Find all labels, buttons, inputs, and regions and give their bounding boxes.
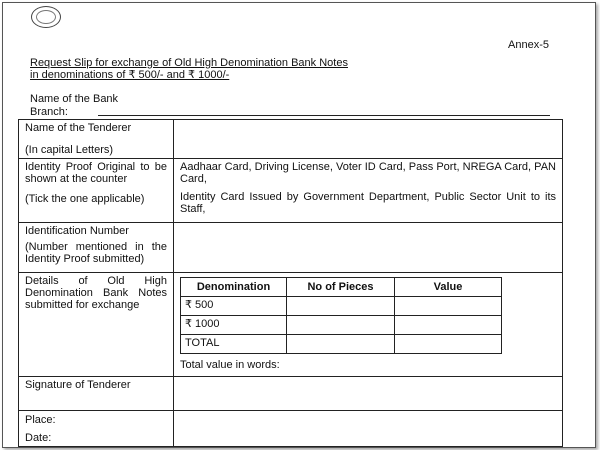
table-row: [19, 377, 563, 411]
denomination-header-row: [181, 278, 502, 297]
denomination-table: [180, 277, 502, 354]
denomination-header: Denomination: [181, 278, 287, 297]
pieces-header: No of Pieces: [287, 278, 395, 297]
place-label: Place:: [25, 414, 56, 426]
branch-label: Branch:: [30, 106, 68, 118]
id-number-field[interactable]: [174, 223, 563, 273]
value-500-field[interactable]: [395, 297, 502, 316]
identity-label-cell: [19, 159, 174, 223]
tenderer-name-sub: (In capital Letters): [25, 144, 114, 156]
signature-label: Signature of Tenderer: [19, 377, 174, 411]
bank-name-label: Name of the Bank: [30, 93, 119, 105]
value-header: Value: [395, 278, 502, 297]
pieces-total-field[interactable]: [287, 335, 395, 354]
tenderer-name-label: Name of the Tenderer: [25, 122, 132, 134]
total-words-label: Total value in words:: [180, 359, 280, 371]
details-label: Details of Old High Denomination Bank Notes submitted for exchange: [25, 275, 167, 311]
form-title: [30, 57, 348, 81]
table-row: [181, 335, 502, 354]
value-total-field[interactable]: [395, 335, 502, 354]
table-row: [181, 297, 502, 316]
id-number-label: Identification Number: [25, 225, 129, 237]
details-cell: [174, 273, 563, 377]
branch-input-line[interactable]: [98, 115, 550, 116]
table-row: [19, 273, 563, 377]
table-row: [19, 223, 563, 273]
identity-sub: (Tick the one applicable): [25, 193, 145, 205]
date-label: Date:: [25, 432, 52, 444]
request-form-table: [18, 119, 563, 447]
annex-label: Annex-5: [508, 39, 549, 51]
identity-options-1: Aadhaar Card, Driving License, Voter ID Card, Pass Port, NREGA Card, PAN Card,: [180, 161, 556, 185]
form-title-line2: in denominations of ₹ 500/- and ₹ 1000/-: [30, 69, 230, 81]
identity-options-2: Identity Card Issued by Government Department, Public Sector Unit to its Staff,: [180, 191, 556, 215]
details-label-cell: [19, 273, 174, 377]
pieces-1000-field[interactable]: [287, 316, 395, 335]
table-row: [19, 411, 563, 447]
denomination-500: ₹ 500: [181, 297, 287, 316]
tenderer-name-label-cell: [19, 120, 174, 159]
tenderer-name-field[interactable]: [174, 120, 563, 159]
denomination-1000: ₹ 1000: [181, 316, 287, 335]
signature-field[interactable]: [174, 377, 563, 411]
pieces-500-field[interactable]: [287, 297, 395, 316]
place-date-cell: [19, 411, 174, 447]
form-title-line1: Request Slip for exchange of Old High Denomination Bank Notes: [30, 57, 348, 69]
identity-options-cell[interactable]: [174, 159, 563, 223]
table-row: [19, 120, 563, 159]
id-number-label-cell: [19, 223, 174, 273]
id-number-sub: (Number mentioned in the Identity Proof submitted): [25, 241, 167, 265]
bank-emblem-icon: [31, 6, 61, 28]
emblem-inner: [36, 10, 56, 24]
place-date-field[interactable]: [174, 411, 563, 447]
table-row: [19, 159, 563, 223]
identity-label: Identity Proof Original to be shown at the counter: [25, 161, 167, 185]
table-row: [181, 316, 502, 335]
denomination-total: TOTAL: [181, 335, 287, 354]
value-1000-field[interactable]: [395, 316, 502, 335]
